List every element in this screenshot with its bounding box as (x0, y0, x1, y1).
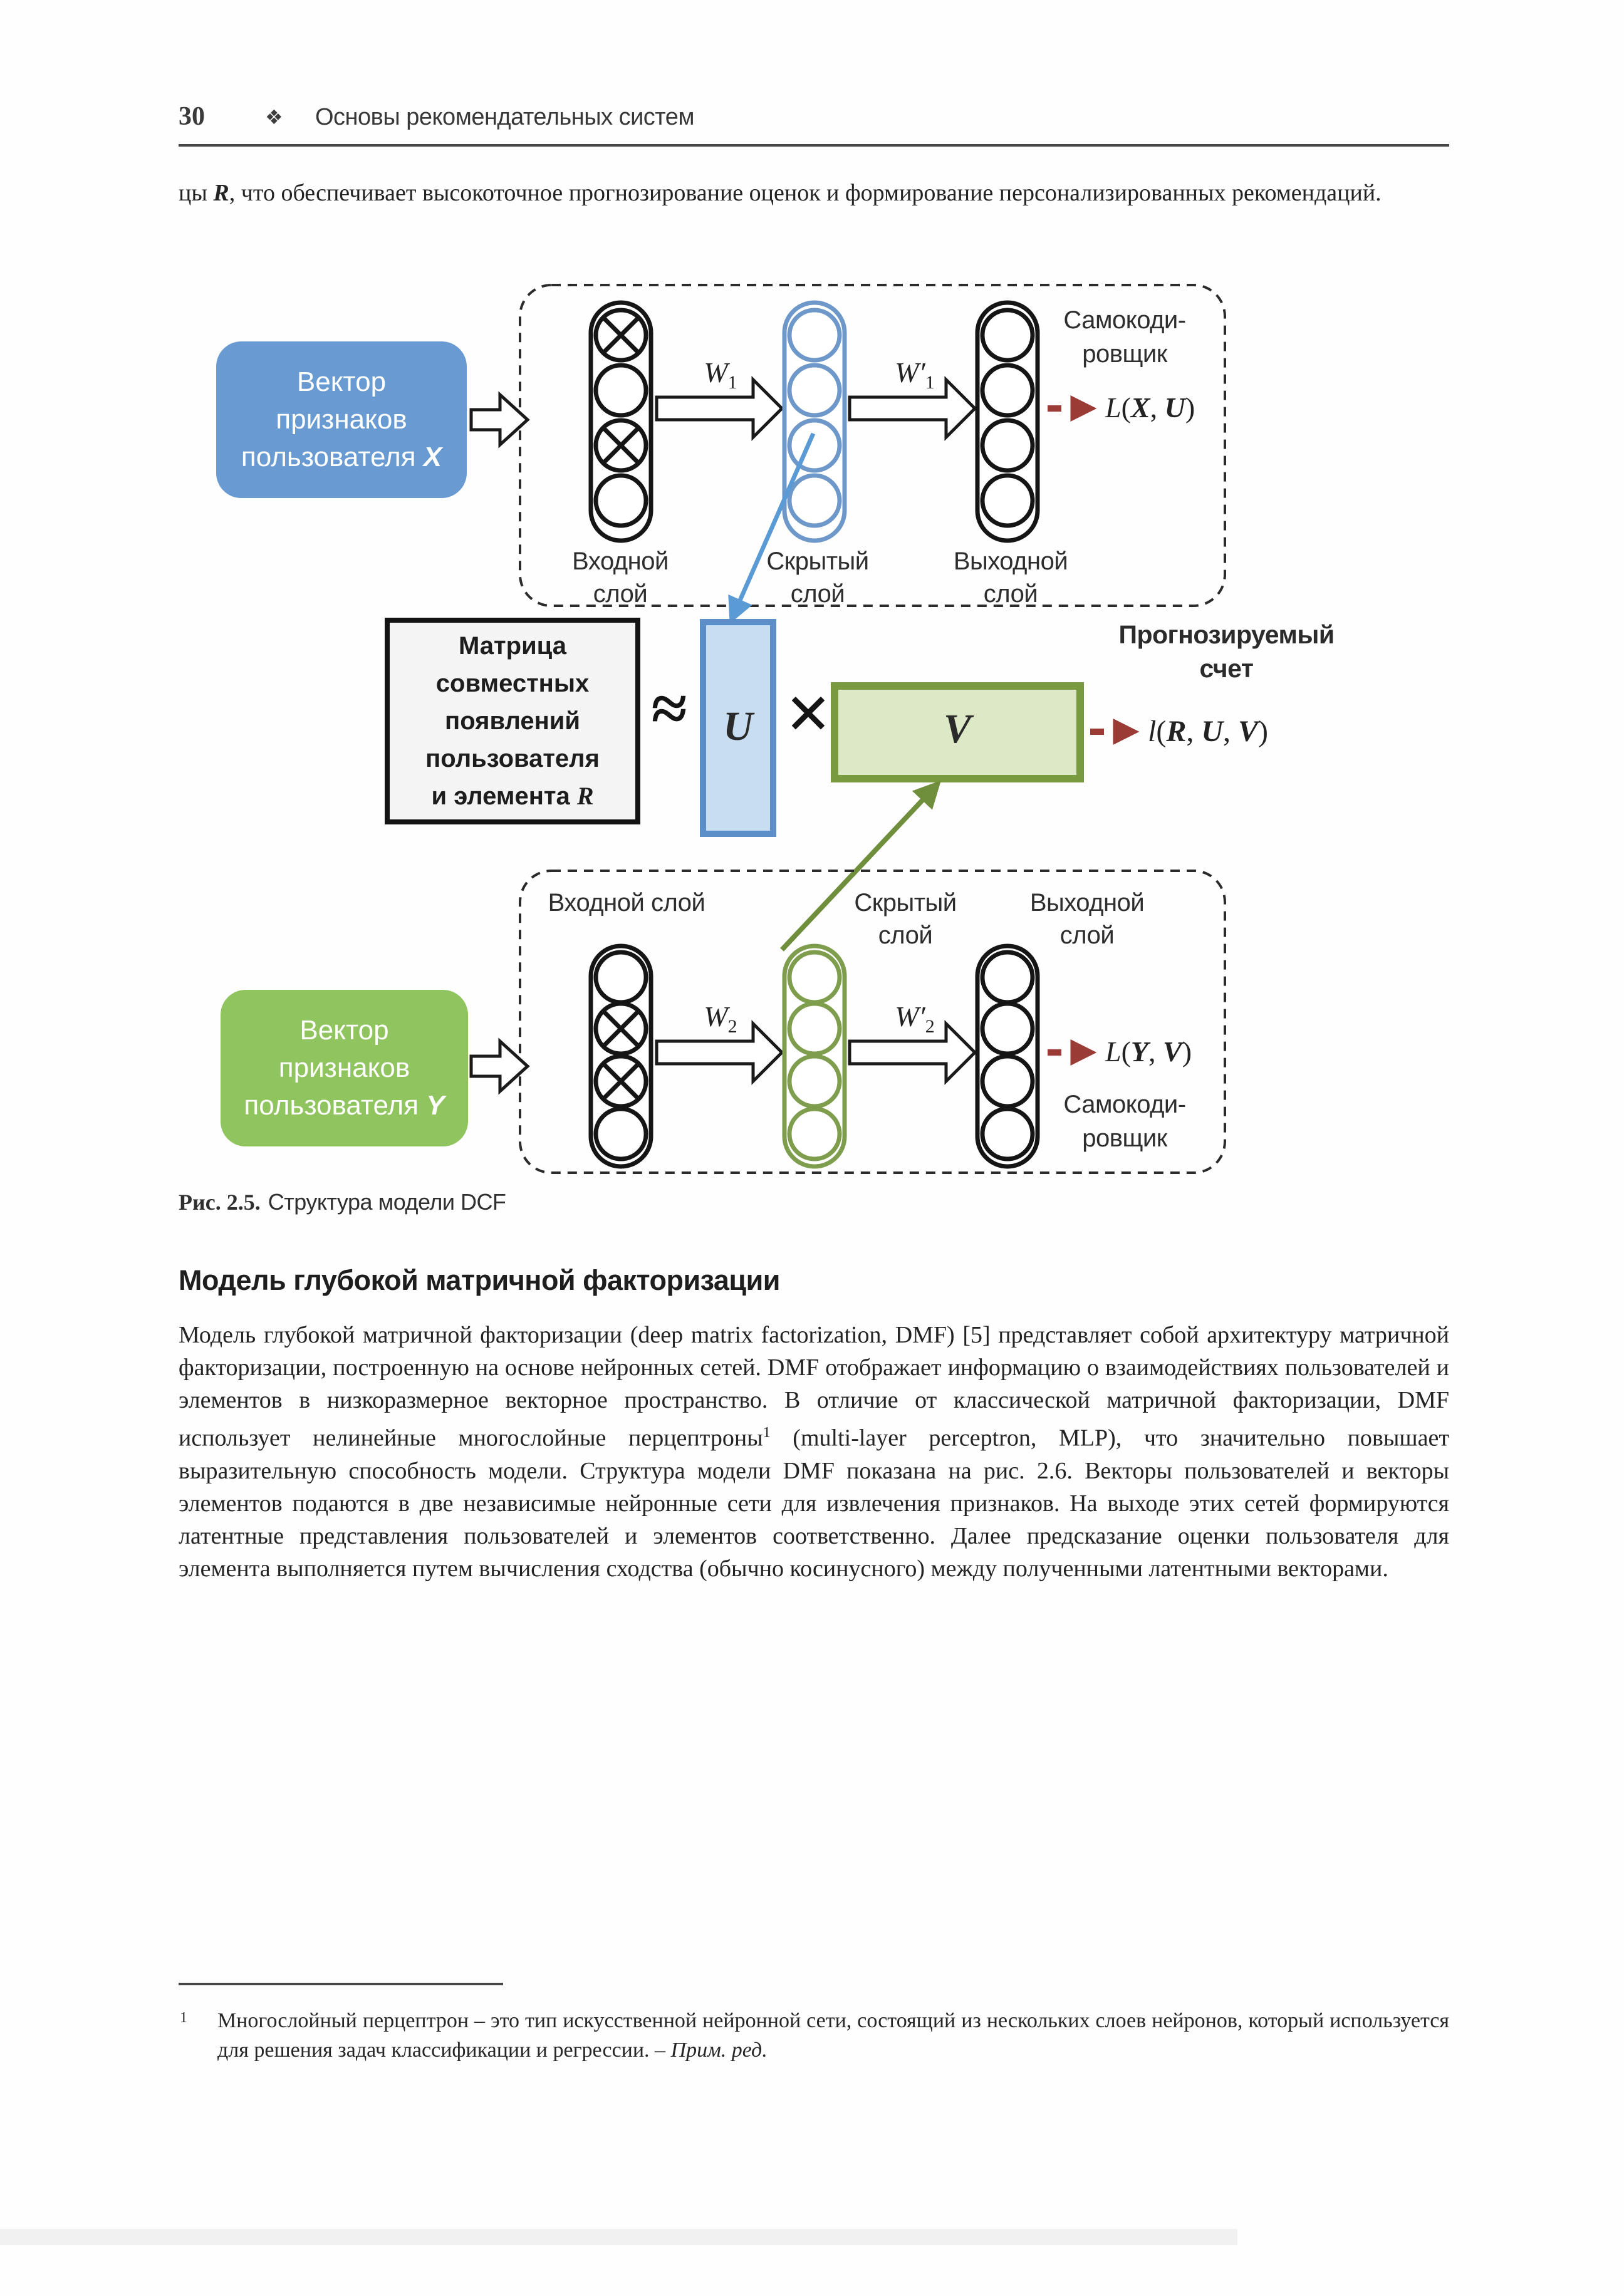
footnote-marker: 1 (180, 2010, 187, 2026)
page-number: 30 (179, 102, 205, 131)
matrix-r-symbol: R (213, 180, 229, 206)
bottom-input-layer-label: Входной слой (548, 889, 705, 917)
vector-y-line: Вектор (299, 1015, 389, 1046)
caption-text: Структура модели DCF (268, 1189, 506, 1215)
autoencoder-label-top: Самокоди- ровщик (1063, 306, 1186, 368)
top-autoencoder-network (591, 303, 1091, 541)
section-heading: Модель глубокой матричной факторизации (179, 1264, 780, 1296)
approx-symbol: ≈ (651, 673, 687, 745)
neuron (982, 952, 1033, 1002)
neuron (789, 365, 840, 415)
y-symbol: Y (426, 1090, 445, 1121)
vector-y-line: признаков (278, 1052, 410, 1083)
neuron (789, 475, 840, 526)
body-text: Модель глубокой матричной факторизации (deep matrix factorization, DMF) [5] представляет собой архитектуру матричной факторизации, построенную на основе нейронных сетей. DMF отображает информацию о взаимодействиях пользователей и элементов в низкоразмерное векторное пространство. В отличие от классической матричной факторизации, DMF использует нелинейные многослойные перцептроны (179, 1322, 1449, 1452)
neuron (596, 365, 646, 415)
u-matrix-letter: U (723, 704, 753, 749)
v-matrix-letter: V (943, 706, 972, 752)
weight-w1-label: $W_1$ (704, 356, 737, 393)
bottom-hidden-layer (784, 946, 845, 1166)
neuron (596, 1109, 646, 1159)
neuron (789, 1056, 840, 1106)
scan-artifact (0, 2229, 1237, 2245)
loss-yv-label: L(Y, V) (1105, 1036, 1192, 1067)
intro-paragraph (179, 177, 1449, 209)
weight-w2-prime-label: $W'_2$ (895, 1000, 935, 1037)
intro-text-rest: , что обеспечивает высокоточное прогнозирование оценок и формирование персонализированных рекомендаций. (229, 180, 1382, 206)
caption-label: Рис. 2.5. (179, 1190, 261, 1215)
page-header (179, 100, 1449, 137)
bottom-autoencoder-network (591, 946, 1091, 1166)
cooccurrence-matrix-label: Матрица совместных появлений пользователя и элемента R (425, 632, 600, 810)
vector-x-box (216, 341, 467, 498)
neuron (982, 1004, 1033, 1054)
neuron (596, 475, 646, 526)
x-symbol: X (423, 442, 442, 472)
vector-x-line: признаков (276, 404, 407, 435)
diamond-ornament-icon: ❖ (265, 105, 283, 129)
footnote-reference: 1 (763, 1425, 771, 1441)
header-rule (179, 144, 1449, 147)
bottom-input-layer (591, 946, 651, 1166)
multiply-symbol: ✕ (784, 684, 832, 746)
autoencoder-label-bottom: Самокоди- ровщик (1063, 1091, 1186, 1152)
neuron (789, 1004, 840, 1054)
predicted-score-label: Прогнозируемый счет (1118, 620, 1335, 683)
loss-xu-label: L(X, U) (1105, 392, 1195, 423)
figure-caption (179, 1189, 506, 1215)
top-hidden-layer (784, 303, 845, 541)
neuron (596, 952, 646, 1002)
intro-text: цы (179, 180, 214, 206)
bottom-hidden-layer-label: Скрытый слой (854, 889, 957, 949)
neuron (982, 420, 1033, 470)
figure-dcf-structure (0, 276, 1624, 1184)
top-input-layer-label: Входной слой (572, 548, 669, 608)
neuron (789, 1109, 840, 1159)
score-function-label: l(R, U, V) (1148, 715, 1269, 748)
running-title: Основы рекомендательных систем (315, 104, 695, 130)
vector-x-line: пользователя X (241, 442, 442, 472)
footnote-source: Прим. ред. (670, 2039, 768, 2062)
neuron (982, 365, 1033, 415)
neuron (789, 952, 840, 1002)
top-output-layer-label: Выходной слой (953, 548, 1068, 608)
vector-y-box (221, 990, 468, 1146)
body-text-rest: (multi-layer perceptron, MLP), что значительно повышает выразительную способность модели. Структура модели DMF показана на рис. 2.6. Векторы пользователей и векторы элементов подаются в две независимые нейронные сети для извлечения признаков. На выходе этих сетей формируются латентные представления пользователей и элементов соответственно. Далее предсказание оценки пользователя для элемента выполняется путем вычисления сходства (обычно косинусного) между полученными латентными векторами. (179, 1425, 1449, 1582)
neuron (789, 310, 840, 360)
weight-w2-label: $W_2$ (704, 1000, 737, 1037)
r-symbol: R (576, 782, 594, 810)
vector-y-line: пользователя Y (244, 1090, 445, 1121)
bottom-output-layer-label: Выходной слой (1029, 889, 1145, 949)
body-paragraph (179, 1319, 1449, 1585)
vector-x-line: Вектор (296, 366, 387, 397)
neuron (789, 420, 840, 470)
footnote (179, 2006, 1449, 2065)
top-hidden-layer-label: Скрытый слой (766, 548, 869, 608)
neuron (982, 475, 1033, 526)
footnote-rule (179, 1983, 503, 1985)
footnote-text: Многослойный перцептрон – это тип искусственной нейронной сети, состоящий из нескольких слоев нейронов, который используется для решения задач классификации и регрессии. – (217, 2009, 1449, 2062)
weight-w1-prime-label: $W'_1$ (895, 356, 935, 393)
top-input-layer (591, 303, 651, 541)
